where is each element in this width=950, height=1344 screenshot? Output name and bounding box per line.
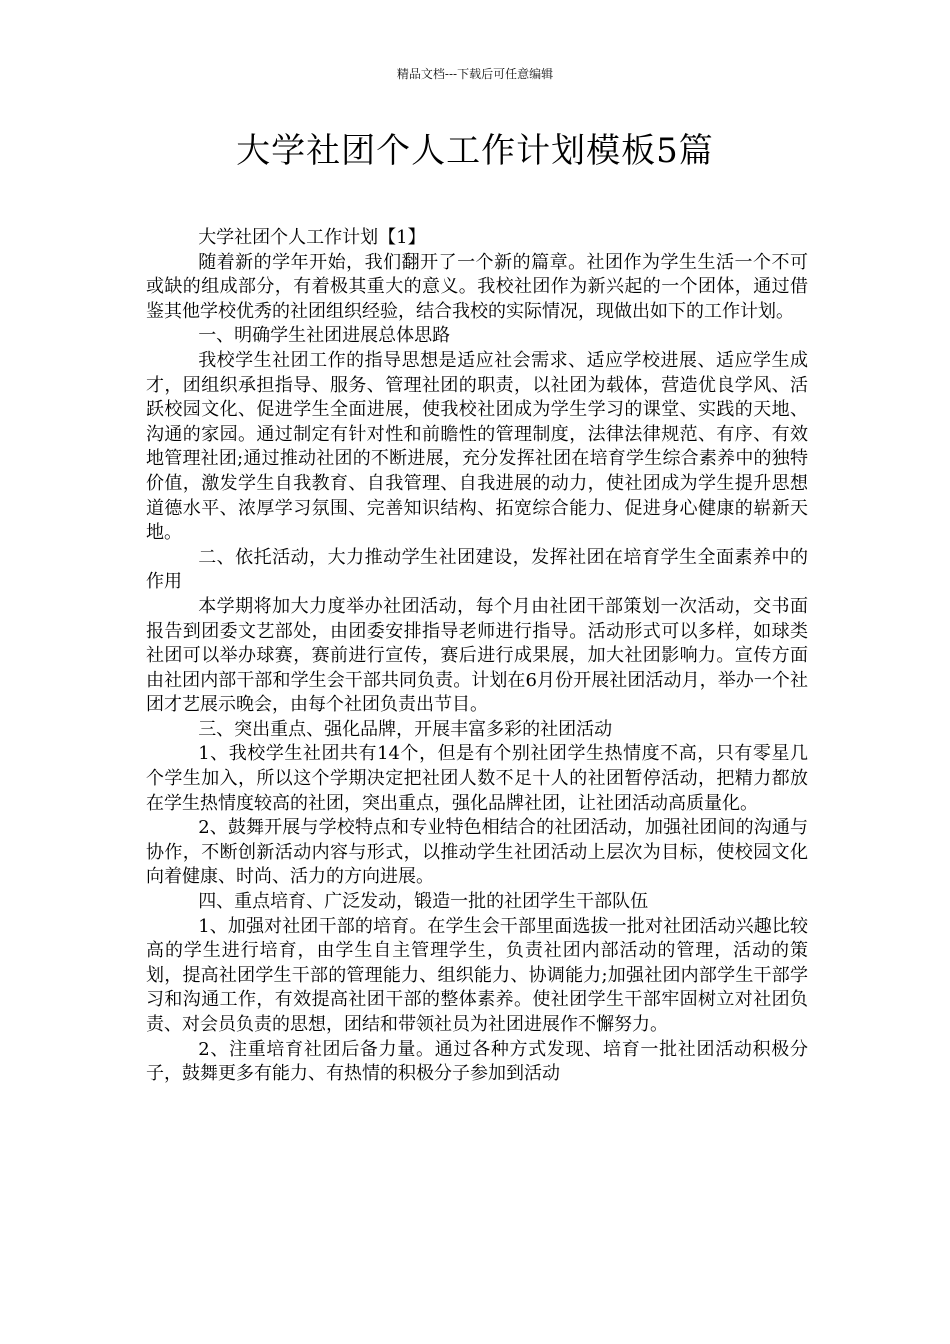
paragraph: 1、加强对社团干部的培育。在学生会干部里面选拔一批对社团活动兴趣比较高的学生进行培育，由学生自主管理学生，负责社团内部活动的管理，活动的策划，提高社团学生干部的管理能力、组织能力、协调能力;加强社团内部学生干部学习和沟通工作，有效提高社团干部的整体素养。使社团学生干部牢固树立对社团负责、对会员负责的思想，团结和带领社员为社团进展作不懈努力。	[146, 915, 808, 1035]
section-heading-4: 四、重点培育、广泛发动，锻造一批的社团学生干部队伍	[198, 891, 649, 913]
document-title: 大学社团个人工作计划模板5篇	[236, 131, 714, 171]
section-heading-plan-1: 大学社团个人工作计划【1】	[198, 227, 426, 248]
paragraph: 2、注重培育社团后备力量。通过各种方式发现、培育一批社团活动积极分子，鼓舞更多有能力、有热情的积极分子参加到活动	[146, 1038, 808, 1085]
paragraph: 我校学生社团工作的指导思想是适应社会需求、适应学校进展、适应学生成才，团组织承担指导、服务、管理社团的职责，以社团为载体，营造优良学风、活跃校园文化、促进学生全面进展，使我校社团成为学生学习的课堂、实践的天地、沟通的家园。通过制定有针对性和前瞻性的管理制度，法律法律规范、有序、有效地管理社团;通过推动社团的不断进展，充分发挥社团在培育学生综合素养中的独特价值，激发学生自我教育、自我管理、自我进展的动力，使社团成为学生提升思想道德水平、浓厚学习氛围、完善知识结构、拓宽综合能力、促进身心健康的崭新天地。	[146, 349, 808, 544]
paragraph: 本学期将加大力度举办社团活动，每个月由社团干部策划一次活动，交书面报告到团委文艺部处，由团委安排指导老师进行指导。活动形式可以多样，如球类社团可以举办球赛，赛前进行宣传，赛后进行成果展，加大社团影响力。宣传方面由社团内部干部和学生会干部共同负责。计划在6月份开展社团活动月，举办一个社团才艺展示晚会，由每个社团负责出节目。	[146, 595, 808, 716]
paragraph-intro: 随着新的学年开始，我们翻开了一个新的篇章。社团作为学生生活一个不可或缺的组成部分，有着极其重大的意义。我校社团作为新兴起的一个团体，通过借鉴其他学校优秀的社团组织经验，结合我校的实际情况，现做出如下的工作计划。	[146, 251, 808, 322]
section-heading-1: 一、明确学生社团进展总体思路	[198, 325, 451, 347]
section-heading-2: 二、依托活动，大力推动学生社团建设，发挥社团在培育学生全面素养中的作用	[146, 546, 808, 593]
document-body	[146, 226, 808, 1087]
paragraph: 2、鼓舞开展与学校特点和专业特色相结合的社团活动，加强社团间的沟通与协作，不断创新活动内容与形式，以推动学生社团活动上层次为目标，使校园文化向着健康、时尚、活力的方向进展。	[146, 817, 808, 888]
paragraph: 1、我校学生社团共有14个，但是有个别社团学生热情度不高，只有零星几个学生加入，所以这个学期决定把社团人数不足十人的社团暂停活动，把精力都放在学生热情度较高的社团，突出重点，强化品牌社团，让社团活动高质量化。	[146, 743, 808, 814]
page-header-note: 精品文档---下载后可任意编辑	[396, 67, 554, 81]
section-heading-3: 三、突出重点、强化品牌，开展丰富多彩的社团活动	[198, 718, 613, 740]
